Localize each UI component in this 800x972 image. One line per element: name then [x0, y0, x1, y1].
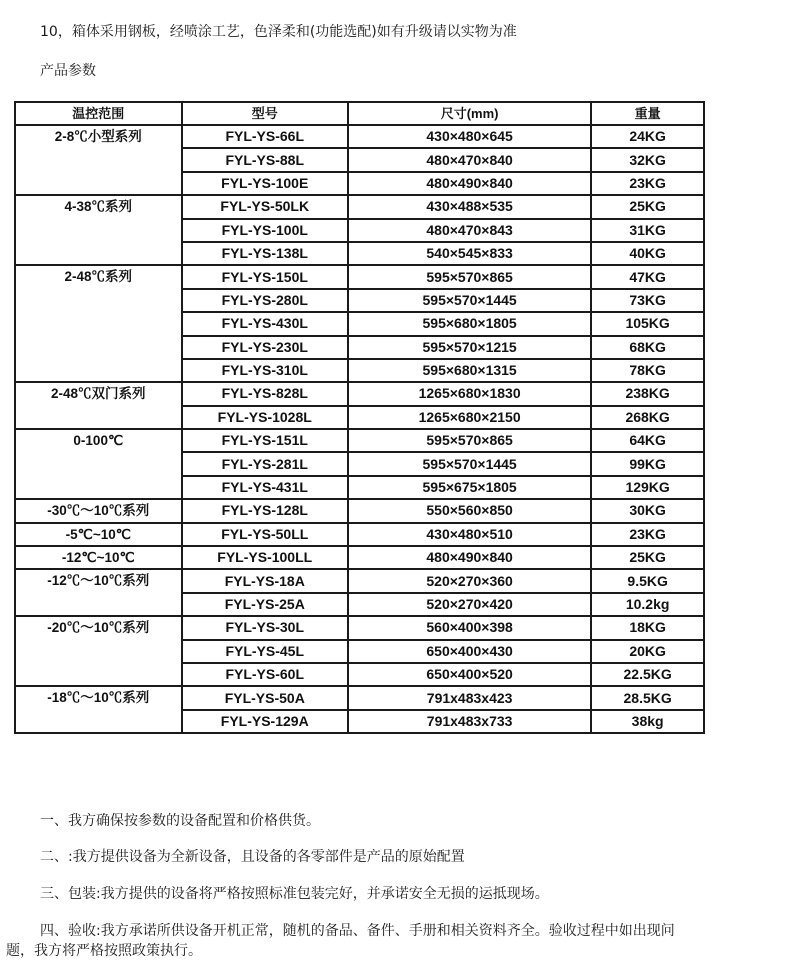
model-cell: FYL-YS-430L: [182, 312, 348, 335]
model-cell: FYL-YS-151L: [182, 429, 348, 452]
weight-cell: 23KG: [591, 523, 704, 546]
model-cell: FYL-YS-828L: [182, 382, 348, 405]
model-cell: FYL-YS-138L: [182, 242, 348, 265]
size-cell: 791x483x423: [348, 686, 591, 709]
weight-cell: 24KG: [591, 125, 704, 148]
size-cell: 595×570×1215: [348, 336, 591, 359]
size-cell: 595×570×1445: [348, 289, 591, 312]
model-cell: FYL-YS-431L: [182, 476, 348, 499]
model-cell: FYL-YS-150L: [182, 265, 348, 288]
table-header-row: [15, 102, 704, 125]
size-cell: 1265×680×1830: [348, 382, 591, 405]
size-cell: 550×560×850: [348, 499, 591, 522]
weight-cell: 64KG: [591, 429, 704, 452]
weight-cell: 68KG: [591, 336, 704, 359]
weight-cell: 40KG: [591, 242, 704, 265]
temp-range-cell: -30℃～10℃系列: [15, 499, 182, 522]
temp-range-cell: 2-8℃小型系列: [15, 125, 182, 195]
model-cell: FYL-YS-25A: [182, 593, 348, 616]
size-cell: 520×270×360: [348, 569, 591, 592]
term-3: 三、包装:我方提供的设备将严格按照标准包装完好，并承诺安全无损的运抵现场。: [40, 886, 549, 902]
cut-off-previous-line: [30, 0, 300, 2]
weight-cell: 38kg: [591, 710, 704, 733]
model-cell: FYL-YS-129A: [182, 710, 348, 733]
temp-range-cell: -20℃～10℃系列: [15, 616, 182, 686]
model-cell: FYL-YS-230L: [182, 336, 348, 359]
weight-cell: 73KG: [591, 289, 704, 312]
term-2: 二、:我方提供设备为全新设备，且设备的各零部件是产品的原始配置: [40, 849, 465, 865]
temp-range-cell: -18℃～10℃系列: [15, 686, 182, 733]
size-cell: 595×680×1315: [348, 359, 591, 382]
table-row: [15, 265, 704, 288]
header-temp-range: 温控范围: [15, 102, 182, 125]
term-4-line-2: 题，我方将严格按照政策执行。: [6, 943, 202, 959]
temp-range-cell: -12℃~10℃: [15, 546, 182, 569]
weight-cell: 28.5KG: [591, 686, 704, 709]
model-cell: FYL-YS-1028L: [182, 406, 348, 429]
size-cell: 480×490×840: [348, 172, 591, 195]
header-size: 尺寸(mm): [348, 102, 591, 125]
model-cell: FYL-YS-45L: [182, 640, 348, 663]
weight-cell: 78KG: [591, 359, 704, 382]
table-row: [15, 569, 704, 592]
weight-cell: 25KG: [591, 195, 704, 218]
weight-cell: 18KG: [591, 616, 704, 639]
header-model: 型号: [182, 102, 348, 125]
model-cell: FYL-YS-88L: [182, 148, 348, 171]
term-4-line-1: 四、验收:我方承诺所供设备开机正常，随机的备品、备件、手册和相关资料齐全。验收过程中如出现问: [40, 923, 675, 939]
model-cell: FYL-YS-60L: [182, 663, 348, 686]
weight-cell: 99KG: [591, 452, 704, 475]
model-cell: FYL-YS-30L: [182, 616, 348, 639]
model-cell: FYL-YS-128L: [182, 499, 348, 522]
size-cell: 650×400×430: [348, 640, 591, 663]
temp-range-cell: 2-48℃双门系列: [15, 382, 182, 429]
table-row: [15, 546, 704, 569]
model-cell: FYL-YS-100LL: [182, 546, 348, 569]
size-cell: 595×675×1805: [348, 476, 591, 499]
table-row: [15, 125, 704, 148]
weight-cell: 9.5KG: [591, 569, 704, 592]
weight-cell: 47KG: [591, 265, 704, 288]
weight-cell: 268KG: [591, 406, 704, 429]
table-row: [15, 499, 704, 522]
size-cell: 430×480×510: [348, 523, 591, 546]
weight-cell: 22.5KG: [591, 663, 704, 686]
size-cell: 480×470×840: [348, 148, 591, 171]
model-cell: FYL-YS-66L: [182, 125, 348, 148]
size-cell: 595×570×865: [348, 265, 591, 288]
weight-cell: 20KG: [591, 640, 704, 663]
temp-range-cell: 0-100℃: [15, 429, 182, 499]
size-cell: 430×488×535: [348, 195, 591, 218]
model-cell: FYL-YS-50LL: [182, 523, 348, 546]
size-cell: 480×490×840: [348, 546, 591, 569]
size-cell: 430×480×645: [348, 125, 591, 148]
size-cell: 595×570×865: [348, 429, 591, 452]
table-row: [15, 195, 704, 218]
size-cell: 520×270×420: [348, 593, 591, 616]
size-cell: 480×470×843: [348, 219, 591, 242]
temp-range-cell: 2-48℃系列: [15, 265, 182, 382]
table-row: [15, 523, 704, 546]
table-row: [15, 686, 704, 709]
size-cell: 595×570×1445: [348, 452, 591, 475]
temp-range-cell: -12℃～10℃系列: [15, 569, 182, 616]
spec-item-10: 10，箱体采用钢板，经喷涂工艺，色泽柔和(功能选配)如有升级请以实物为准: [40, 24, 517, 40]
weight-cell: 32KG: [591, 148, 704, 171]
weight-cell: 25KG: [591, 546, 704, 569]
weight-cell: 23KG: [591, 172, 704, 195]
weight-cell: 10.2kg: [591, 593, 704, 616]
size-cell: 650×400×520: [348, 663, 591, 686]
model-cell: FYL-YS-281L: [182, 452, 348, 475]
section-title: 产品参数: [40, 63, 96, 79]
model-cell: FYL-YS-100E: [182, 172, 348, 195]
weight-cell: 31KG: [591, 219, 704, 242]
table-row: [15, 429, 704, 452]
table-row: [15, 616, 704, 639]
header-weight: 重量: [591, 102, 704, 125]
model-cell: FYL-YS-50LK: [182, 195, 348, 218]
term-1: 一、我方确保按参数的设备配置和价格供货。: [40, 813, 320, 829]
model-cell: FYL-YS-100L: [182, 219, 348, 242]
size-cell: 560×400×398: [348, 616, 591, 639]
temp-range-cell: 4-38℃系列: [15, 195, 182, 265]
model-cell: FYL-YS-50A: [182, 686, 348, 709]
weight-cell: 30KG: [591, 499, 704, 522]
model-cell: FYL-YS-310L: [182, 359, 348, 382]
weight-cell: 129KG: [591, 476, 704, 499]
size-cell: 791x483x733: [348, 710, 591, 733]
table-row: [15, 382, 704, 405]
weight-cell: 238KG: [591, 382, 704, 405]
model-cell: FYL-YS-280L: [182, 289, 348, 312]
size-cell: 540×545×833: [348, 242, 591, 265]
size-cell: 1265×680×2150: [348, 406, 591, 429]
size-cell: 595×680×1805: [348, 312, 591, 335]
temp-range-cell: -5℃~10℃: [15, 523, 182, 546]
weight-cell: 105KG: [591, 312, 704, 335]
product-spec-table: [14, 101, 705, 734]
model-cell: FYL-YS-18A: [182, 569, 348, 592]
